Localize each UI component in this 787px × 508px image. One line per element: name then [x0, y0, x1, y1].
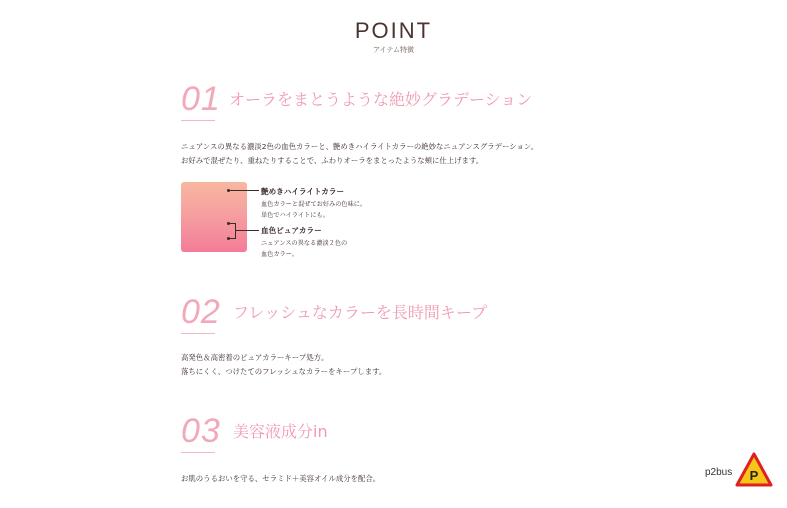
- pure-label-desc: ニュアンスの異なる濃淡２色の: [261, 240, 348, 247]
- pure-label-title: 血色ピュアカラー: [261, 226, 322, 235]
- gradient-swatch: [181, 182, 247, 252]
- section-heading: [181, 414, 601, 454]
- svg-text:P: P: [749, 468, 759, 483]
- section-number: 02: [181, 293, 221, 331]
- section-heading: [181, 82, 601, 122]
- body-line: 高発色＆高密着のピュアカラーキープ処方。: [181, 353, 329, 362]
- section-body: [181, 351, 601, 379]
- body-line: 落ちにくく、つけたてのフレッシュなカラーをキープします。: [181, 367, 387, 376]
- section-title: フレッシュなカラーを長時間キープ: [233, 303, 488, 322]
- pure-label-desc: 血色カラー。: [261, 251, 298, 258]
- page-header: [0, 20, 787, 55]
- highlight-pointer-line: [229, 190, 259, 191]
- section-number-underline: [181, 452, 215, 453]
- page-title: POINT: [354, 18, 433, 43]
- page-subtitle: アイテム特徴: [372, 46, 415, 54]
- section-02: [181, 295, 601, 379]
- section-heading: [181, 295, 601, 335]
- watermark: [705, 452, 775, 488]
- highlight-label-desc: 血色カラーと混ぜてお好みの色味に。: [261, 201, 367, 208]
- watermark-text: p2bus: [705, 467, 733, 478]
- pure-pointer-bracket: [229, 223, 236, 239]
- body-line: ニュアンスの異なる濃淡2色の血色カラーと、艶めきハイライトカラーの絶妙なニュアンスグラデーション。: [181, 142, 539, 151]
- section-title: オーラをまとうような絶妙グラデーション: [229, 90, 533, 109]
- section-number-underline: [181, 333, 215, 334]
- section-01: [181, 82, 601, 262]
- highlight-label-title: 艶めきハイライトカラー: [261, 187, 345, 196]
- section-number-underline: [181, 120, 215, 121]
- section-body: [181, 472, 601, 486]
- section-number: 01: [181, 80, 221, 118]
- section-body: [181, 140, 601, 168]
- section-title: 美容液成分in: [233, 422, 328, 441]
- section-03: [181, 414, 601, 486]
- section-number: 03: [181, 412, 221, 450]
- pure-pointer-line: [236, 230, 259, 231]
- color-diagram: [181, 182, 601, 262]
- p-warning-sign-icon: [735, 452, 773, 488]
- body-line: お肌のうるおいを守る、セラミド＋美容オイル成分を配合。: [181, 474, 381, 483]
- highlight-label-desc: 単色でハイライトにも。: [261, 212, 329, 219]
- body-line: お好みで混ぜたり、重ねたりすることで、ふわりオーラをまとったような頬に仕上げます。: [181, 156, 484, 165]
